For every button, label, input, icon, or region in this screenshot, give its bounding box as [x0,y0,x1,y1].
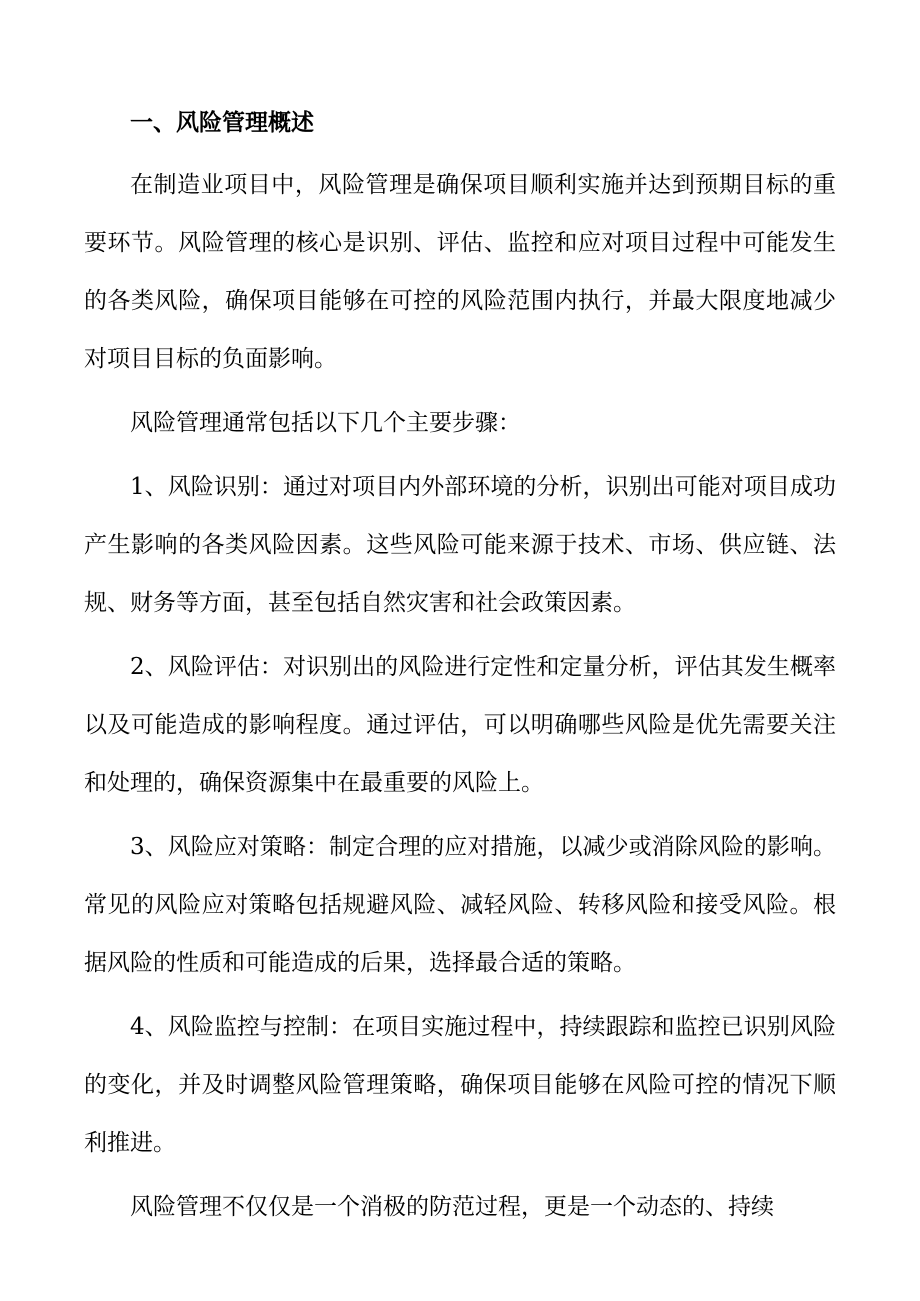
section-heading: 一、风险管理概述 [130,109,314,136]
paragraph-steps-intro: 风险管理通常包括以下几个主要步骤： [130,410,521,436]
document-body [84,100,836,1236]
paragraph-step-identification: 1、风险识别：通过对项目内外部环境的分析，识别出可能对项目成功产生影响的各类风险因素。这些风险可能来源于技术、市场、供应链、法规、财务等方面，甚至包括自然灾害和社会政策因素。 [84,474,836,616]
paragraph-intro: 在制造业项目中，风险管理是确保项目顺利实施并达到预期目标的重要环节。风险管理的核心是识别、评估、监控和应对项目过程中可能发生的各类风险，确保项目能够在可控的风险范围内执行，并最大限度地减少对项目目标的负面影响。 [84,172,836,372]
paragraph-closing: 风险管理不仅仅是一个消极的防范过程，更是一个动态的、持续 [130,1194,774,1220]
paragraph-step-monitoring: 4、风险监控与控制：在项目实施过程中，持续跟踪和监控已识别风险的变化，并及时调整风险管理策略，确保项目能够在风险可控的情况下顺利推进。 [84,1014,836,1156]
paragraph-step-response: 3、风险应对策略：制定合理的应对措施，以减少或消除风险的影响。常见的风险应对策略包括规避风险、减轻风险、转移风险和接受风险。根据风险的性质和可能造成的后果，选择最合适的策略。 [84,834,836,976]
paragraph-step-assessment: 2、风险评估：对识别出的风险进行定性和定量分析，评估其发生概率以及可能造成的影响程度。通过评估，可以明确哪些风险是优先需要关注和处理的，确保资源集中在最重要的风险上。 [84,654,836,796]
